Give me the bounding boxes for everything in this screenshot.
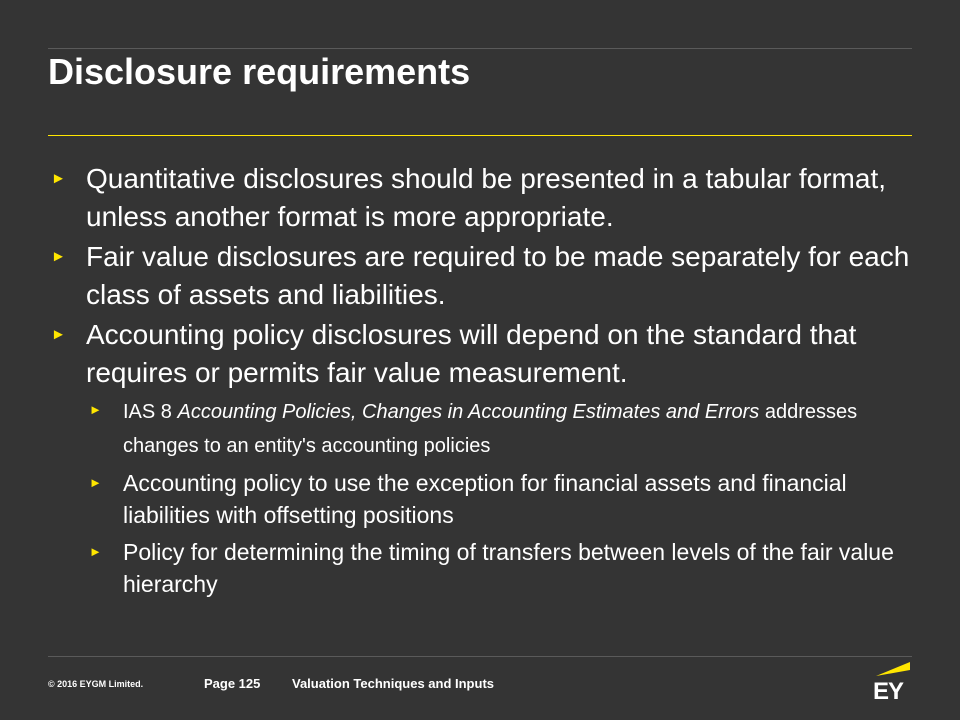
- sub-bullet-item: [86, 536, 914, 600]
- triangle-right-icon: ►: [89, 544, 102, 559]
- standard-name: Accounting Policies, Changes in Accounting Estimates and Errors: [177, 401, 760, 423]
- sub-bullet-item: [86, 394, 914, 462]
- bullet-item: [48, 316, 914, 600]
- page-number: Page 125: [204, 676, 261, 691]
- bullet-text: Accounting policy disclosures will depend on the standard that requires or permits fair value measurement.: [86, 319, 857, 388]
- bullet-text: Fair value disclosures are required to be made separately for each class of assets and liabilities.: [86, 241, 910, 310]
- ey-logo-text: EY: [873, 678, 904, 705]
- triangle-right-icon: ►: [51, 170, 66, 187]
- triangle-right-icon: ►: [51, 326, 66, 343]
- slide-title: Disclosure requirements: [48, 51, 471, 92]
- sub-bullet-prefix: IAS 8: [123, 401, 178, 423]
- top-divider: [48, 48, 912, 49]
- triangle-right-icon: ►: [51, 248, 66, 265]
- triangle-right-icon: ►: [89, 475, 102, 490]
- bullet-list: [48, 160, 914, 605]
- footer-topic: Valuation Techniques and Inputs: [292, 676, 495, 691]
- bullet-item: [48, 238, 914, 314]
- sub-bullet-text: Accounting policy to use the exception for financial assets and financial liabilities with offsetting positions: [123, 470, 847, 528]
- title-underline: [48, 135, 912, 136]
- sub-bullet-suffix: addresses changes to an entity's accounting policies: [123, 401, 858, 457]
- sub-bullet-text: Policy for determining the timing of transfers between levels of the fair value hierarchy: [123, 539, 894, 597]
- triangle-right-icon: ►: [89, 402, 102, 417]
- bullet-text: Quantitative disclosures should be presented in a tabular format, unless another format is more appropriate.: [86, 163, 887, 232]
- copyright: © 2016 EYGM Limited.: [48, 679, 144, 689]
- sub-bullet-list: [86, 394, 914, 600]
- sub-bullet-item: [86, 467, 914, 531]
- bullet-item: [48, 160, 914, 236]
- footer-divider: [48, 656, 912, 657]
